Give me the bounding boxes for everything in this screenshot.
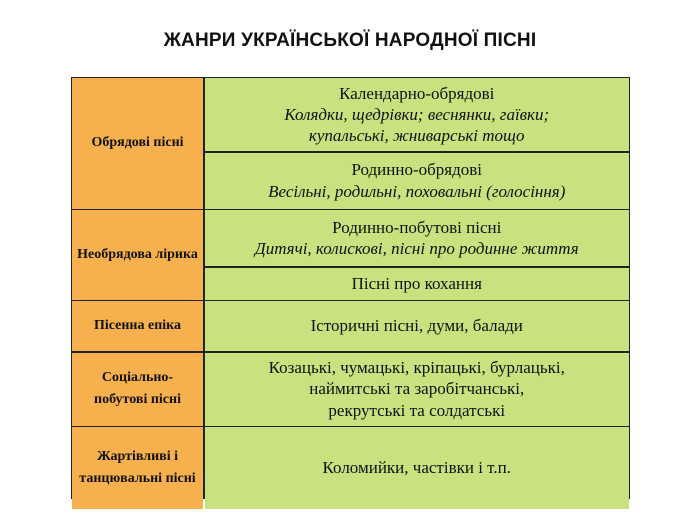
category-social-household: Соціально-побутові пісні <box>72 353 203 426</box>
subgenre-name: Родинно-побутові пісні <box>332 217 502 237</box>
subgenre-family-household <box>205 210 630 266</box>
subgenre-name: Календарно-обрядові <box>339 83 495 103</box>
category-song-epic: Пісенна епіка <box>72 301 203 351</box>
subgenre-detail: купальські, жниварські тощо <box>308 126 525 146</box>
page-title: ЖАНРИ УКРАЇНСЬКОЇ НАРОДНОЇ ПІСНІ <box>163 30 537 51</box>
subgenre-calendar-ritual <box>205 78 630 151</box>
subgenre-detail: Весільні, родильні, поховальні (голосіння) <box>268 181 566 201</box>
subgenre-kolomyiky <box>205 427 630 509</box>
subgenre-line: рекрутські та солдатські <box>328 400 506 420</box>
category-humorous-dance: Жартівливі і танцювальні пісні <box>72 427 203 509</box>
category-non-ritual-lyrics: Необрядова лірика <box>72 210 203 300</box>
subgenre-social-list <box>205 353 630 426</box>
subgenre-family-ritual <box>205 153 630 209</box>
subgenre-line: Козацькі, чумацькі, кріпацькі, бурлацькі, <box>268 358 565 378</box>
subgenre-line: наймитські та заробітчанські, <box>309 379 525 399</box>
subgenre-name: Пісні про кохання <box>351 273 482 293</box>
genres-table <box>71 77 630 499</box>
subgenre-love-songs <box>205 268 630 300</box>
subgenre-detail: Колядки, щедрівки; веснянки, гаївки; <box>284 104 550 124</box>
category-ritual-songs: Обрядові пісні <box>72 78 203 209</box>
subgenre-detail: Дитячі, колискові, пісні про родинне життя <box>254 239 579 258</box>
subgenre-name: Історичні пісні, думи, балади <box>310 316 523 336</box>
subgenre-name: Родинно-обрядові <box>351 160 482 180</box>
subgenre-historical <box>205 301 630 351</box>
subgenre-name: Коломийки, частівки і т.п. <box>322 458 511 478</box>
